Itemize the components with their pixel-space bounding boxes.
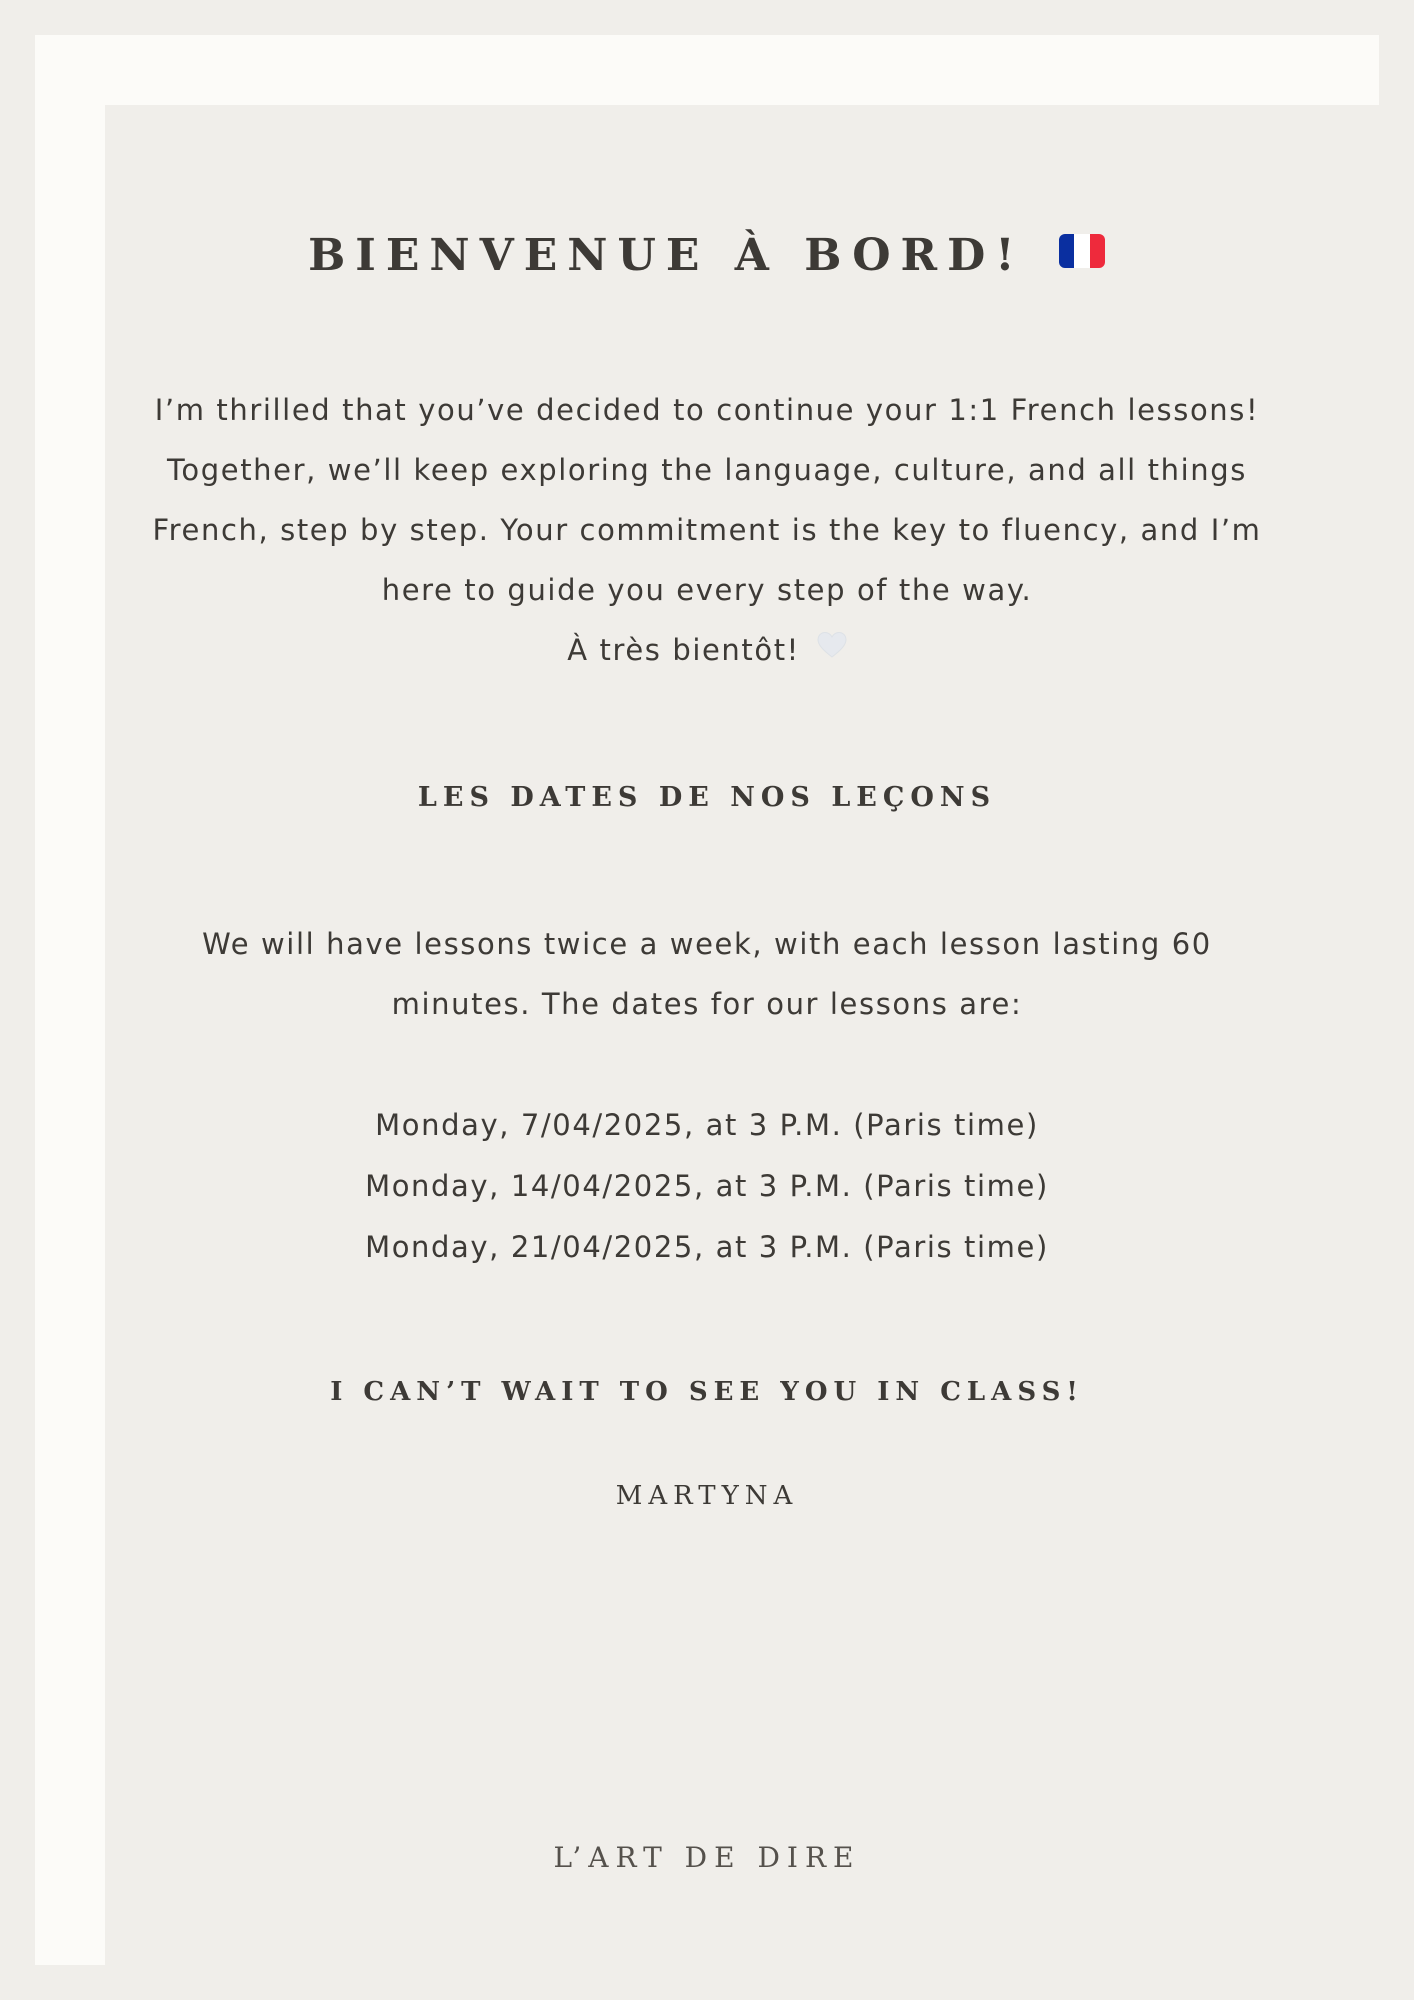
lesson-date-item: Monday, 7/04/2025, at 3 P.M. (Paris time) [375,1108,1039,1142]
signoff-line [0,620,1414,680]
signature: MARTYNA [615,1481,799,1511]
welcome-title: BIENVENUE À BORD! [308,230,1025,281]
french-flag-icon [1058,225,1106,285]
white-heart-icon [817,619,847,679]
welcome-heading [0,226,1414,286]
signoff-text: À très bientôt! [567,633,800,667]
lesson-dates-heading: LES DATES DE NOS LEÇONS [417,782,997,813]
intro-paragraph: I’m thrilled that you’ve decided to continue your 1:1 French lessons! Together, we’ll keep exploring the language, culture, and all things French, step by step. Your commitment is the key to fluency, and I’m here to guide you every step of the way. [152,393,1262,607]
lessons-description: We will have lessons twice a week, with each lesson lasting 60 minutes. The dates for our lessons are: [202,927,1212,1021]
lesson-date-item: Monday, 14/04/2025, at 3 P.M. (Paris time) [365,1169,1049,1203]
closing-message: I CAN’T WAIT TO SEE YOU IN CLASS! [330,1377,1084,1407]
lesson-date-item: Monday, 21/04/2025, at 3 P.M. (Paris time) [365,1230,1049,1264]
lesson-dates-list [0,1095,1414,1278]
footer-brand: L’ART DE DIRE [553,1841,861,1874]
